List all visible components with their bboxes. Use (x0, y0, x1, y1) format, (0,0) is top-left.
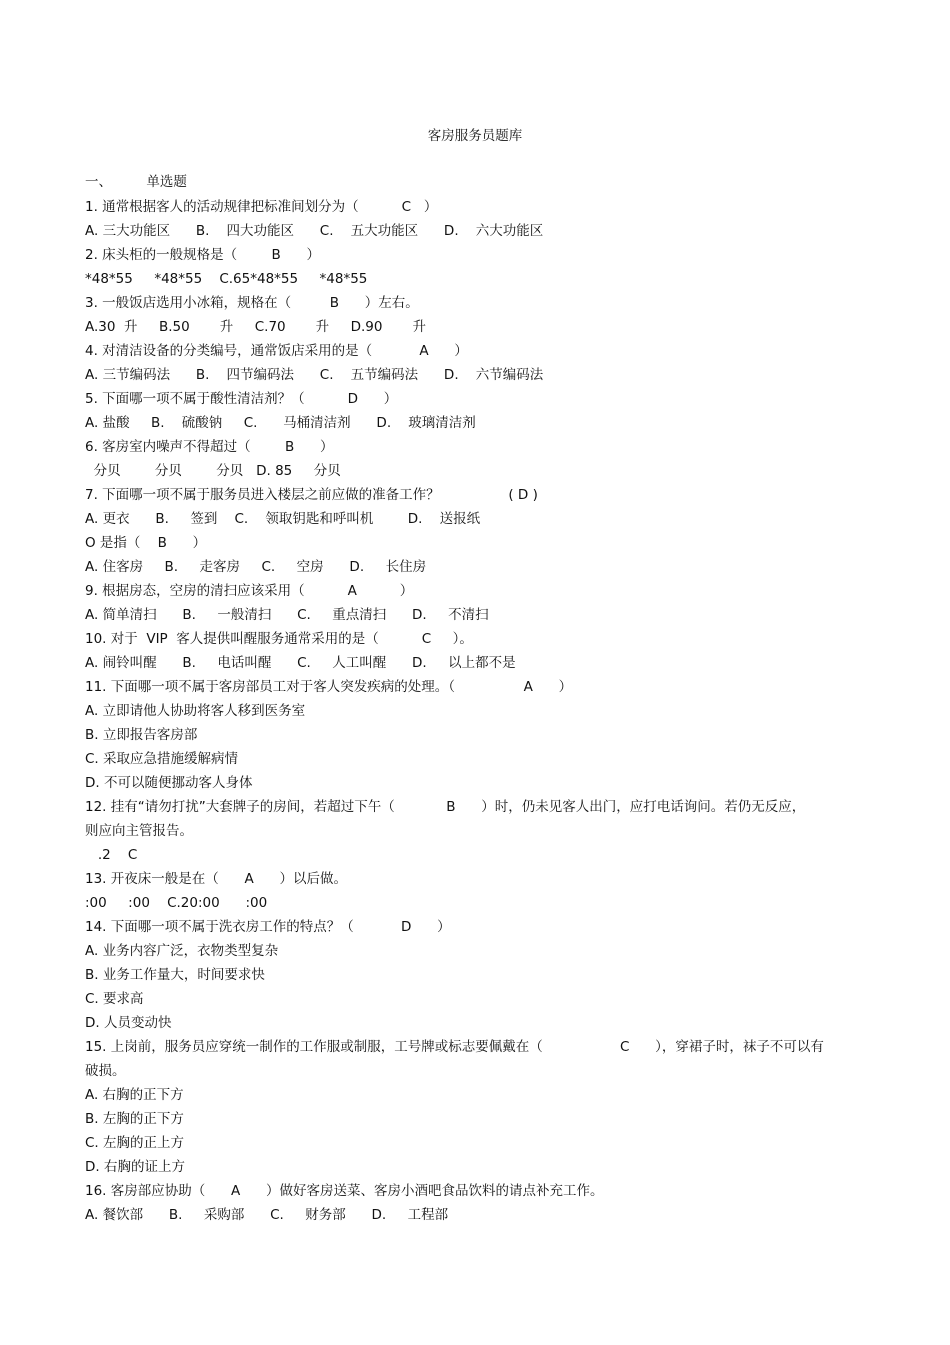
options-12: .2 C (85, 847, 138, 863)
question-11: 11. 下面哪一项不属于客房部员工对于客人突发疾病的处理。（ A ） (85, 679, 573, 695)
options-16: A. 餐饮部 B. 采购部 C. 财务部 D. 工程部 (85, 1207, 449, 1223)
question-2: 2. 床头柜的一般规格是（ B ） (85, 247, 321, 263)
option-15-b: B. 左胸的正下方 (85, 1111, 184, 1127)
question-12: 12. 挂有“请勿打扰”大套牌子的房间，若超过下午（ B ）时，仍未见客人出门，应打电话询问。若仍无反应， (85, 799, 806, 815)
options-6: 分贝 分贝 分贝 D. 85 分贝 (85, 463, 341, 479)
question-10: 10. 对于 VIP 客人提供叫醒服务通常采用的是（ C ）。 (85, 631, 473, 647)
option-11-c: C. 采取应急措施缓解病情 (85, 751, 239, 767)
option-15-a: A. 右胸的正下方 (85, 1087, 184, 1103)
section-heading: 一、 单选题 (85, 174, 187, 190)
options-5: A. 盐酸 B. 硫酸钠 C. 马桶清洁剂 D. 玻璃清洁剂 (85, 415, 476, 431)
option-11-b: B. 立即报告客房部 (85, 727, 198, 743)
document-title: 客房服务员题库 (427, 128, 523, 144)
question-8: O 是指（ B ） (85, 535, 207, 551)
options-3: A.30 升 B.50 升 C.70 升 D.90 升 (85, 319, 427, 335)
option-15-d: D. 右胸的证上方 (85, 1159, 185, 1175)
option-14-c: C. 要求高 (85, 991, 144, 1007)
question-4: 4. 对清洁设备的分类编号，通常饭店采用的是（ A ） (85, 343, 468, 359)
options-2: *48*55 *48*55 C.65*48*55 *48*55 (85, 271, 368, 287)
options-8: A. 住客房 B. 走客房 C. 空房 D. 长住房 (85, 559, 427, 575)
option-14-b: B. 业务工作量大，时间要求快 (85, 967, 265, 983)
options-10: A. 闹铃叫醒 B. 电话叫醒 C. 人工叫醒 D. 以上都不是 (85, 655, 516, 671)
option-11-a: A. 立即请他人协助将客人移到医务室 (85, 703, 306, 719)
question-7: 7. 下面哪一项不属于服务员进入楼层之前应做的准备工作？ ( D ) (85, 487, 538, 503)
options-4: A. 三节编码法 B. 四节编码法 C. 五节编码法 D. 六节编码法 (85, 367, 544, 383)
question-16: 16. 客房部应协助（ A ）做好客房送菜、客房小酒吧食品饮料的请点补充工作。 (85, 1183, 604, 1199)
option-15-c: C. 左胸的正上方 (85, 1135, 185, 1151)
question-9: 9. 根据房态，空房的清扫应该采用（ A ） (85, 583, 414, 599)
question-3: 3. 一般饭店选用小冰箱，规格在（ B ）左右。 (85, 295, 419, 311)
options-9: A. 简单清扫 B. 一般清扫 C. 重点清扫 D. 不清扫 (85, 607, 489, 623)
question-6: 6. 客房室内噪声不得超过（ B ） (85, 439, 334, 455)
question-5: 5. 下面哪一项不属于酸性清洁剂？（ D ） (85, 391, 398, 407)
option-14-a: A. 业务内容广泛，衣物类型复杂 (85, 943, 279, 959)
options-7: A. 更衣 B. 签到 C. 领取钥匙和呼叫机 D. 送报纸 (85, 511, 481, 527)
question-1: 1. 通常根据客人的活动规律把标准间划分为（ C ） (85, 199, 438, 215)
option-14-d: D. 人员变动快 (85, 1015, 172, 1031)
question-15-continued: 破损。 (85, 1063, 126, 1079)
question-13: 13. 开夜床一般是在（ A ）以后做。 (85, 871, 347, 887)
question-15: 15. 上岗前，服务员应穿统一制作的工作服或制服，工号牌或标志要佩戴在（ C ），穿裙子时，袜子不可以有 (85, 1039, 824, 1055)
question-12-continued: 则应向主管报告。 (85, 823, 193, 839)
question-14: 14. 下面哪一项不属于洗衣房工作的特点？（ D ） (85, 919, 451, 935)
option-11-d: D. 不可以随便挪动客人身体 (85, 775, 253, 791)
options-13: :00 :00 C.20:00 :00 (85, 895, 268, 911)
options-1: A. 三大功能区 B. 四大功能区 C. 五大功能区 D. 六大功能区 (85, 223, 544, 239)
